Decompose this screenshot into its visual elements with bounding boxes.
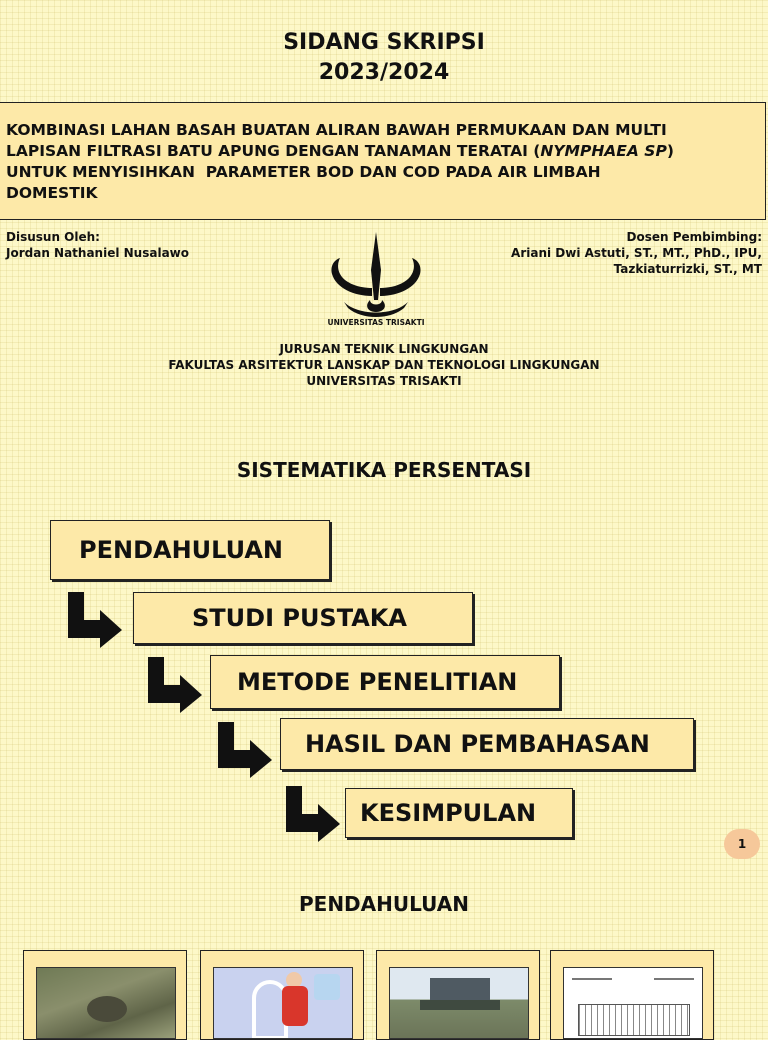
thesis-title: [6, 120, 746, 204]
thesis-title-line-2: LAPISAN FILTRASI BATU APUNG DENGAN TANAMAN TERATAI (NYMPHAEA SP): [6, 142, 674, 160]
author-label: Disusun Oleh:: [6, 230, 100, 244]
image-frame-diagram: [550, 950, 714, 1040]
species-name: NYMPHAEA SP: [540, 142, 667, 160]
agenda-step-metode-penelitian: METODE PENELITIAN: [210, 655, 560, 709]
faculty: FAKULTAS ARSITEKTUR LANSKAP DAN TEKNOLOGI LINGKUNGAN: [168, 358, 600, 372]
slide-title: SIDANG SKRIPSI: [283, 30, 485, 55]
agenda-step-studi-pustaka: STUDI PUSTAKA: [133, 592, 473, 644]
section-title-pendahuluan: PENDAHULUAN: [299, 892, 469, 916]
university-block: [0, 341, 768, 389]
image-frame-drain: [23, 950, 187, 1040]
thesis-title-line-1: KOMBINASI LAHAN BASAH BUATAN ALIRAN BAWAH PERMUKAAN DAN MULTI: [6, 121, 667, 139]
department: JURUSAN TEKNIK LINGKUNGAN: [279, 342, 489, 356]
agenda-step-kesimpulan: KESIMPULAN: [345, 788, 573, 838]
building-photo: [389, 967, 529, 1039]
advisor-label: Dosen Pembimbing:: [626, 230, 762, 244]
image-frame-illustration: [200, 950, 364, 1040]
trisakti-logo-icon: [324, 230, 428, 330]
advisor-name-1: Ariani Dwi Astuti, ST., MT., PhD., IPU,: [511, 246, 762, 260]
image-frame-building: [376, 950, 540, 1040]
agenda-step-hasil-pembahasan: HASIL DAN PEMBAHASAN: [280, 718, 694, 770]
slide-year: 2023/2024: [318, 60, 450, 85]
author-block: [6, 229, 189, 261]
arrow-down-right-icon: [64, 590, 124, 650]
advisor-name-2: Tazkiaturrizki, ST., MT: [613, 262, 762, 276]
wetland-diagram: [563, 967, 703, 1039]
agenda-title: SISTEMATIKA PERSENTASI: [236, 458, 532, 482]
author-name: Jordan Nathaniel Nusalawo: [6, 246, 190, 260]
agenda-step-pendahuluan: PENDAHULUAN: [50, 520, 330, 580]
logo-text: UNIVERSITAS TRISAKTI: [327, 318, 425, 327]
arrow-down-right-icon: [282, 784, 342, 844]
illustration-person: [213, 967, 353, 1039]
thesis-title-line-3: UNTUK MENYISIHKAN PARAMETER BOD DAN COD PADA AIR LIMBAH: [6, 163, 601, 181]
drain-photo: [36, 967, 176, 1039]
page-number-badge: 1: [724, 829, 760, 859]
arrow-down-right-icon: [214, 720, 274, 780]
arrow-down-right-icon: [144, 655, 204, 715]
thesis-title-line-4: DOMESTIK: [6, 184, 98, 202]
advisor-block: [511, 229, 762, 277]
university-name: UNIVERSITAS TRISAKTI: [306, 374, 462, 388]
